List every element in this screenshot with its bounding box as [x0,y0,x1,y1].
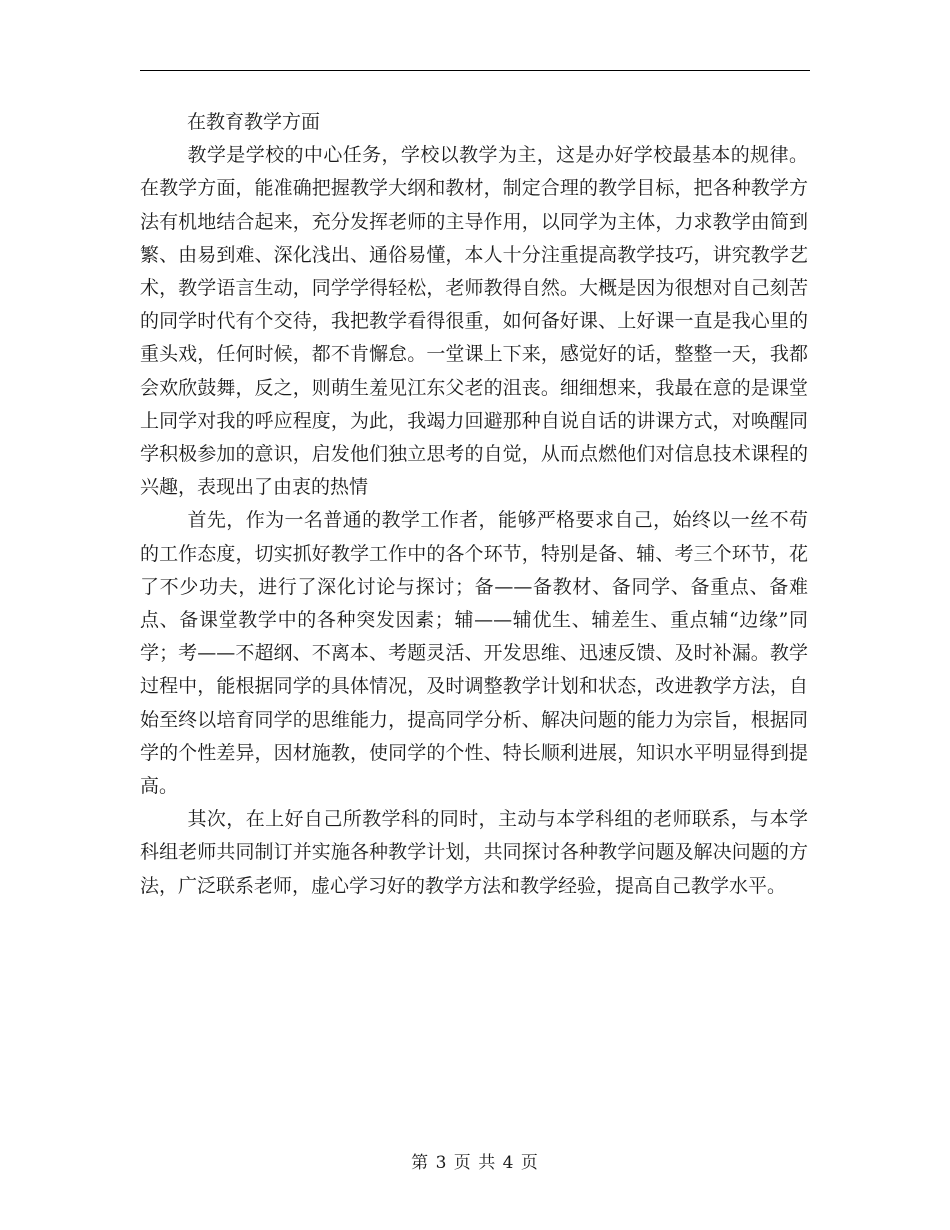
header-rule [140,70,810,71]
document-body [140,106,808,903]
page-number: 第 3 页 共 4 页 [411,1153,539,1173]
section-heading: 在教育教学方面 [187,111,321,133]
paragraph-second-point: 其次，在上好自己所教学科的同时，主动与本学科组的老师联系，与本学科组老师共同制订并实施各种教学计划，共同探讨各种教学问题及解决问题的方法，广泛联系老师，虚心学习好的教学方法和教学经验，提高自己教学水平。 [140,808,808,897]
paragraph-teaching-overview: 教学是学校的中心任务，学校以教学为主，这是办好学校最基本的规律。在教学方面，能准确把握教学大纲和教材，制定合理的教学目标，把各种教学方法有机地结合起来，充分发挥老师的主导作用，以同学为主体，力求教学由简到繁、由易到难、深化浅出、通俗易懂，本人十分注重提高教学技巧，讲究教学艺术，教学语言生动，同学学得轻松，老师教得自然。大概是因为很想对自己刻苦的同学时代有个交待，我把教学看得很重，如何备好课、上好课一直是我心里的重头戏，任何时候，都不肯懈怠。一堂课上下来，感觉好的话，整整一天，我都会欢欣鼓舞，反之，则萌生羞见江东父老的沮丧。细细想来，我最在意的是课堂上同学对我的呼应程度，为此，我竭力回避那种自说自话的讲课方式，对唤醒同学积极参加的意识，启发他们独立思考的自觉，从而点燃他们对信息技术课程的兴趣，表现出了由衷的热情 [140,144,808,499]
paragraph-first-point: 首先，作为一名普通的教学工作者，能够严格要求自己，始终以一丝不苟的工作态度，切实抓好教学工作中的各个环节，特别是备、辅、考三个环节，花了不少功夫，进行了深化讨论与探讨；备——备教材、备同学、备重点、备难点、备课堂教学中的各种突发因素；辅——辅优生、辅差生、重点辅“边缘”同学；考——不超纲、不离本、考题灵活、开发思维、迅速反馈、及时补漏。教学过程中，能根据同学的具体情况，及时调整教学计划和状态，改进教学方法，自始至终以培育同学的思维能力，提高同学分析、解决问题的能力为宗旨，根据同学的个性差异，因材施教，使同学的个性、特长顺利进展，知识水平明显得到提高。 [140,509,808,798]
